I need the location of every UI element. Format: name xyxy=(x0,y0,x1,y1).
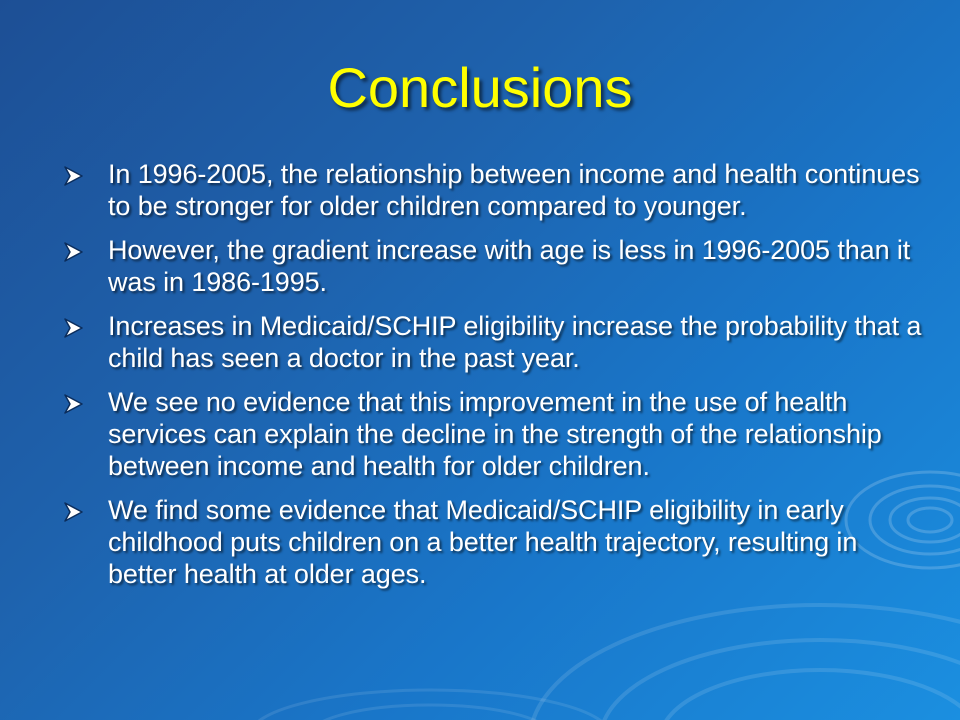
bullet-text: We find some evidence that Medicaid/SCHIP eligibility in early childhood puts children on a better health trajectory, resulting in better health at older ages. xyxy=(108,495,858,589)
bullet-item xyxy=(56,158,926,222)
bullet-item xyxy=(56,494,926,590)
arrowhead-bullet-icon xyxy=(62,166,84,186)
arrowhead-bullet-icon xyxy=(62,502,84,522)
bullet-item xyxy=(56,310,926,374)
bullet-text: We see no evidence that this improvement in the use of health services can explain the decline in the strength of the relationship between income and health for older children. xyxy=(108,387,882,481)
bullet-text: In 1996-2005, the relationship between income and health continues to be stronger for older children compared to younger. xyxy=(108,159,920,221)
bullet-item xyxy=(56,386,926,482)
arrowhead-bullet-icon xyxy=(62,242,84,262)
bullet-list xyxy=(56,158,926,602)
bullet-item xyxy=(56,234,926,298)
arrowhead-bullet-icon xyxy=(62,394,84,414)
slide-title: Conclusions xyxy=(327,56,633,119)
bullet-text: However, the gradient increase with age is less in 1996-2005 than it was in 1986-1995. xyxy=(108,235,911,297)
arrowhead-bullet-icon xyxy=(62,318,84,338)
bullet-text: Increases in Medicaid/SCHIP eligibility increase the probability that a child has seen a doctor in the past year. xyxy=(108,311,922,373)
